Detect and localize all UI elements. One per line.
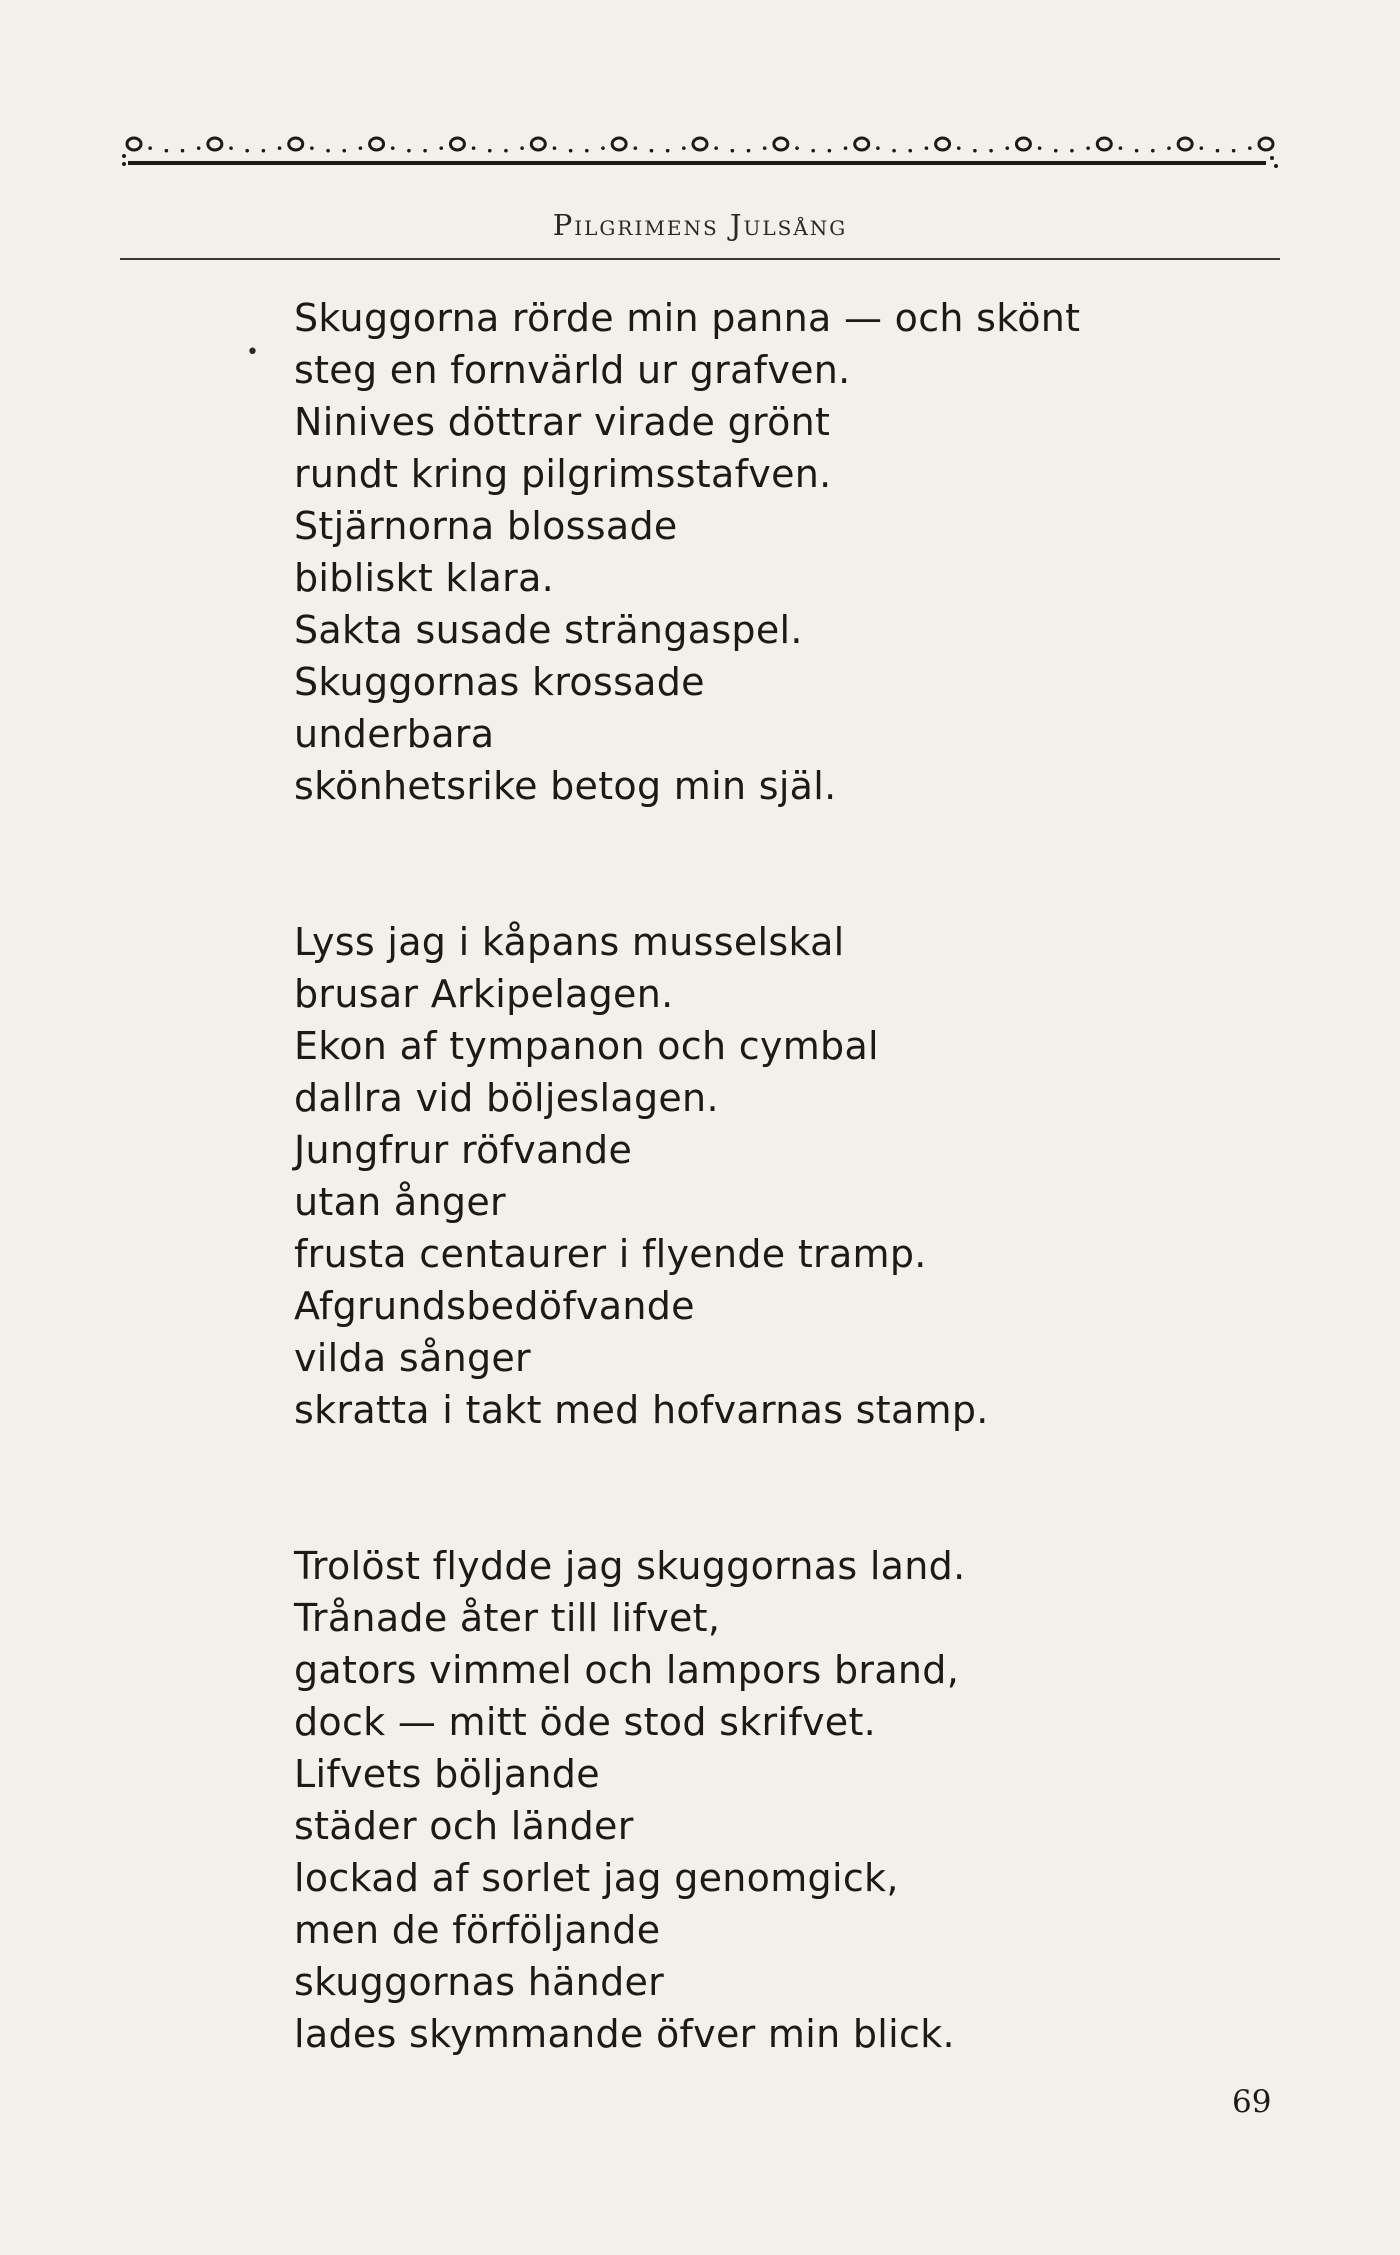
poem-line: lades skymmande öfver min blick. [294,2012,955,2056]
poem-line: Lifvets böljande [294,1752,600,1796]
poem-line: dock — mitt öde stod skrifvet. [294,1700,877,1744]
poem-line: lockad af sorlet jag genomgick, [294,1856,899,1900]
poem-line: frusta centaurer i flyende tramp. [294,1232,927,1276]
stanza-2 [294,916,1194,1436]
running-title-text: Pilgrimens Julsång [552,208,848,242]
poem-line: Jungfrur röfvande [294,1128,633,1172]
stanza-1 [294,292,1194,812]
poem-line: Stjärnorna blossade [294,504,678,548]
poem-line: Skuggornas krossade [294,660,705,704]
poem-line: Ninives döttrar virade grönt [294,400,831,444]
poem-line: dallra vid böljeslagen. [294,1076,719,1120]
poem-line: underbara [294,712,495,756]
poem-line: skratta i takt med hofvarnas stamp. [294,1388,989,1432]
poem-line: brusar Arkipelagen. [294,972,674,1016]
poem-line: Trolöst flydde jag skuggornas land. [294,1544,966,1588]
page-number: 69 [1232,2084,1272,2120]
poem-line: utan ånger [294,1180,506,1224]
poem-line: steg en fornvärld ur grafven. [294,348,851,392]
poem-line: städer och länder [294,1804,634,1848]
poem-line: Skuggorna rörde min panna — och skönt [294,296,1081,340]
decorative-header-border [120,128,1280,180]
poem-line: skuggornas händer [294,1960,665,2004]
ink-speck: • [246,340,259,365]
poem-line: skönhetsrike betog min själ. [294,764,837,808]
header-rule [120,258,1280,260]
running-title [0,208,1400,242]
poem-line: vilda sånger [294,1336,531,1380]
poem-line: men de förföljande [294,1908,661,1952]
poem-line: rundt kring pilgrimsstafven. [294,452,832,496]
poem-line: gators vimmel och lampors brand, [294,1648,960,1692]
stanza-3 [294,1540,1194,2060]
poem-line: Trånade åter till lifvet, [294,1596,721,1640]
poem-line: Ekon af tympanon och cymbal [294,1024,879,1068]
poem-line: Sakta susade strängaspel. [294,608,803,652]
poem-body [294,292,1194,2060]
poem-line: Afgrundsbedöfvande [294,1284,695,1328]
poem-line: bibliskt klara. [294,556,555,600]
poem-line: Lyss jag i kåpans musselskal [294,920,845,964]
